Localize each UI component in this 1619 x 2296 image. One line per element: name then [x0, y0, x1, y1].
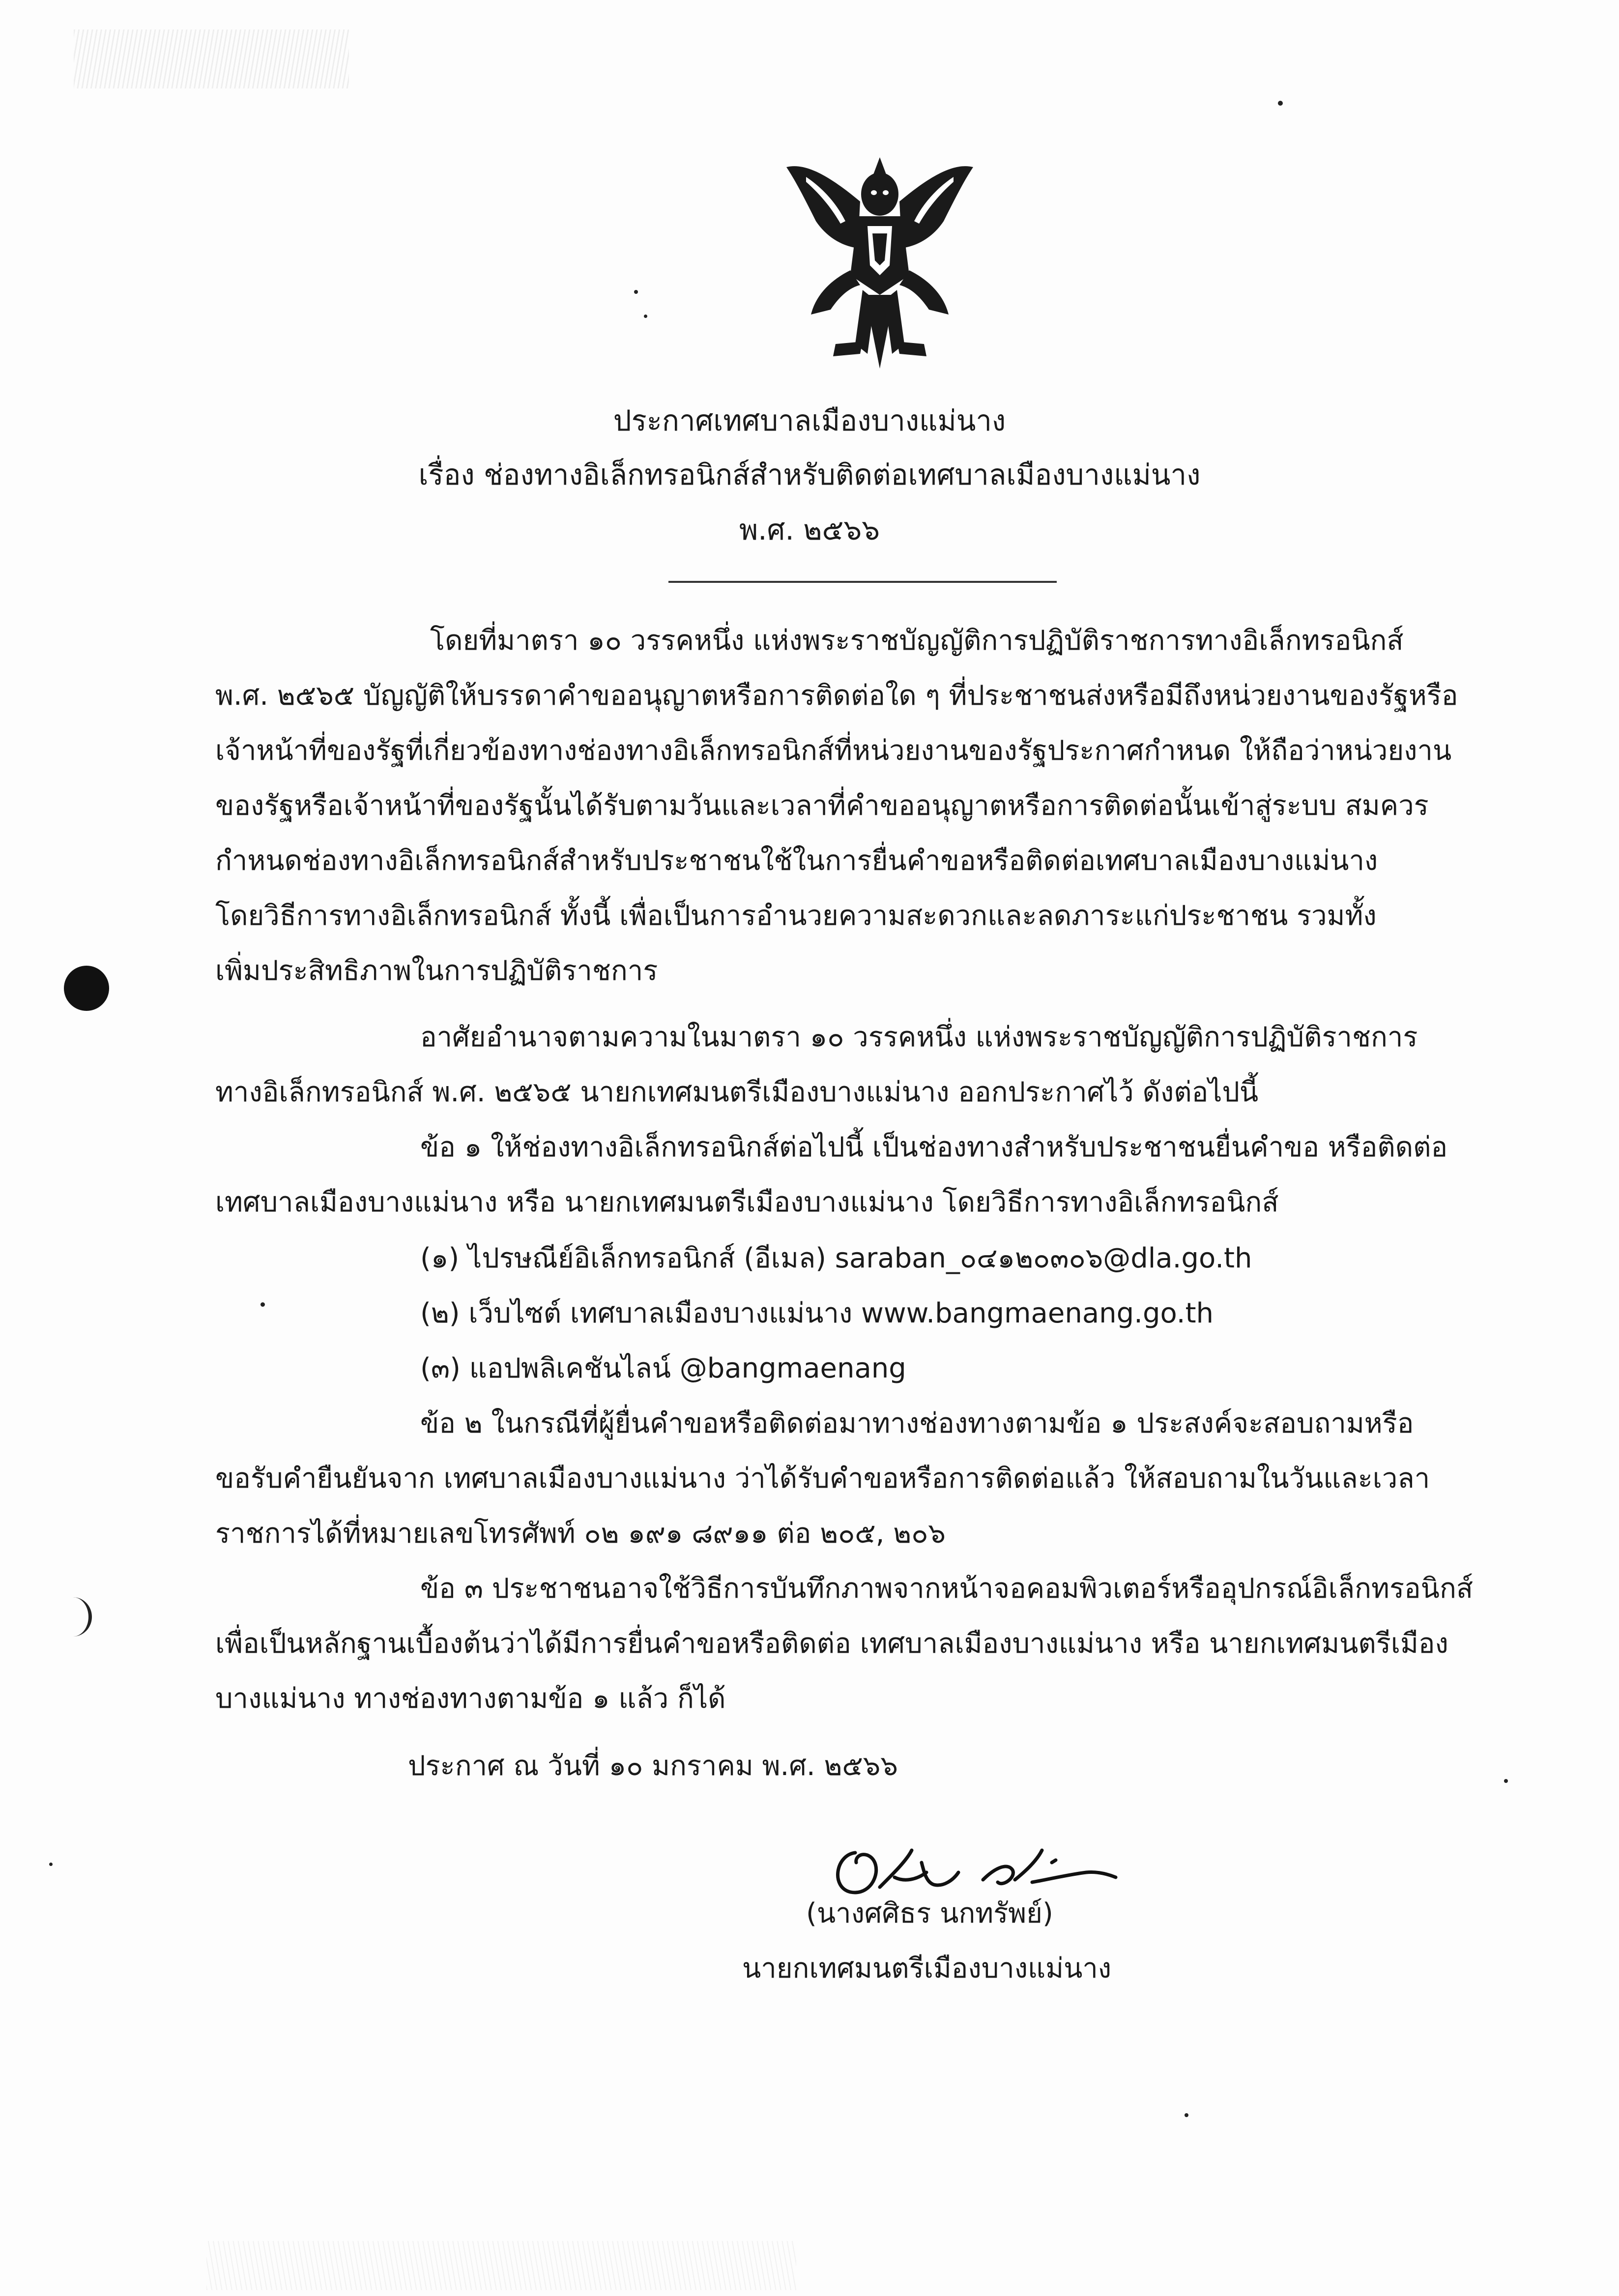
clause-line: ราชการได้ที่หมายเลขโทรศัพท์ ๐๒ ๑๙๑ ๘๙๑๑ ต่อ ๒๐๕, ๒๐๖ — [215, 1518, 946, 1550]
channel-line-app: (๓) แอปพลิเคชันไลน์ @bangmaenang — [420, 1352, 906, 1384]
paragraph-line: พ.ศ. ๒๕๖๕ บัญญัติให้บรรดาคำขออนุญาตหรือการติดต่อใด ๆ ที่ประชาชนส่งหรือมีถึงหน่วยงานของรัฐหรือ — [215, 680, 1458, 712]
scan-speck — [49, 1863, 53, 1866]
scan-speck — [260, 1302, 265, 1307]
clause-line: ขอรับคำยืนยันจาก เทศบาลเมืองบางแม่นาง ว่าได้รับคำขอหรือการติดต่อแล้ว ให้สอบถามในวันและเวลา — [215, 1463, 1430, 1494]
paragraph-line: ของรัฐหรือเจ้าหน้าที่ของรัฐนั้นได้รับตามวันและเวลาที่คำขออนุญาตหรือการติดต่อนั้นเข้าสู่ระบบ สมควร — [215, 790, 1429, 822]
signatory-name: (นางศศิธร นกทรัพย์) — [806, 1897, 1053, 1929]
clause-line: ข้อ ๒ ในกรณีที่ผู้ยื่นคำขอหรือติดต่อมาทางช่องทางตามข้อ ๑ ประสงค์จะสอบถามหรือ — [420, 1407, 1414, 1439]
clause-line: ข้อ ๑ ให้ช่องทางอิเล็กทรอนิกส์ต่อไปนี้ เป็นช่องทางสำหรับประชาชนยื่นคำขอ หรือติดต่อ — [420, 1131, 1448, 1163]
scan-speck — [1278, 101, 1283, 106]
scan-noise — [206, 2241, 796, 2290]
scan-mark — [54, 1597, 92, 1636]
paragraph-line: โดยที่มาตรา ๑๐ วรรคหนึ่ง แห่งพระราชบัญญัติการปฏิบัติราชการทางอิเล็กทรอนิกส์ — [430, 625, 1404, 657]
scan-speck — [1504, 1779, 1508, 1783]
scan-speck — [644, 315, 647, 318]
announcement-date: ประกาศ ณ วันที่ ๑๐ มกราคม พ.ศ. ๒๕๖๖ — [408, 1750, 898, 1782]
paragraph-line: ทางอิเล็กทรอนิกส์ พ.ศ. ๒๕๖๕ นายกเทศมนตรีเมืองบางแม่นาง ออกประกาศไว้ ดังต่อไปนี้ — [215, 1076, 1259, 1108]
paragraph-line: เจ้าหน้าที่ของรัฐที่เกี่ยวข้องทางช่องทางอิเล็กทรอนิกส์ที่หน่วยงานของรัฐประกาศกำหนด ให้ถือว่าหน่วยงาน — [215, 735, 1452, 767]
scan-speck — [1185, 2113, 1188, 2117]
clause-line: ข้อ ๓ ประชาชนอาจใช้วิธีการบันทึกภาพจากหน้าจอคอมพิวเตอร์หรืออุปกรณ์อิเล็กทรอนิกส์ — [420, 1573, 1474, 1605]
header-divider — [668, 581, 1057, 583]
channel-website: (๒) เว็บไซต์ เทศบาลเมืองบางแม่นาง www.bangmaenang.go.th — [420, 1297, 1214, 1329]
paragraph-line: อาศัยอำนาจตามความในมาตรา ๑๐ วรรคหนึ่ง แห่งพระราชบัญญัติการปฏิบัติราชการ — [420, 1021, 1418, 1053]
channel-email: (๑) ไปรษณีย์อิเล็กทรอนิกส์ (อีเมล) saraban_๐๔๑๒๐๓๐๖@dla.go.th — [420, 1242, 1252, 1274]
paragraph-line: โดยวิธีการทางอิเล็กทรอนิกส์ ทั้งนี้ เพื่อเป็นการอำนวยความสะดวกและลดภาระแก่ประชาชน รวมทั้ง — [215, 900, 1377, 932]
clause-line: บางแม่นาง ทางช่องทางตามข้อ ๑ แล้ว ก็ได้ — [215, 1683, 726, 1715]
scan-speck — [634, 290, 638, 294]
clause-line: เพื่อเป็นหลักฐานเบื้องต้นว่าได้มีการยื่นคำขอหรือติดต่อ เทศบาลเมืองบางแม่นาง หรือ นายกเทศมนตรีเมือง — [215, 1628, 1448, 1660]
scan-noise — [74, 29, 349, 88]
announcement-title: ประกาศเทศบาลเมืองบางแม่นาง — [613, 404, 1006, 437]
announcement-subject: เรื่อง ช่องทางอิเล็กทรอนิกส์สำหรับติดต่อเทศบาลเมืองบางแม่นาง — [418, 458, 1201, 491]
punch-hole — [64, 966, 109, 1011]
paragraph-line: เพิ่มประสิทธิภาพในการปฏิบัติราชการ — [215, 955, 658, 987]
clause-line: เทศบาลเมืองบางแม่นาง หรือ นายกเทศมนตรีเมืองบางแม่นาง โดยวิธีการทางอิเล็กทรอนิกส์ — [215, 1186, 1279, 1218]
signatory-position: นายกเทศมนตรีเมืองบางแม่นาง — [742, 1952, 1112, 1984]
garuda-emblem-icon — [777, 147, 983, 373]
paragraph-line: กำหนดช่องทางอิเล็กทรอนิกส์สำหรับประชาชนใช้ในการยื่นคำขอหรือติดต่อเทศบาลเมืองบางแม่นาง — [215, 845, 1378, 877]
announcement-year: พ.ศ. ๒๕๖๖ — [739, 513, 880, 546]
